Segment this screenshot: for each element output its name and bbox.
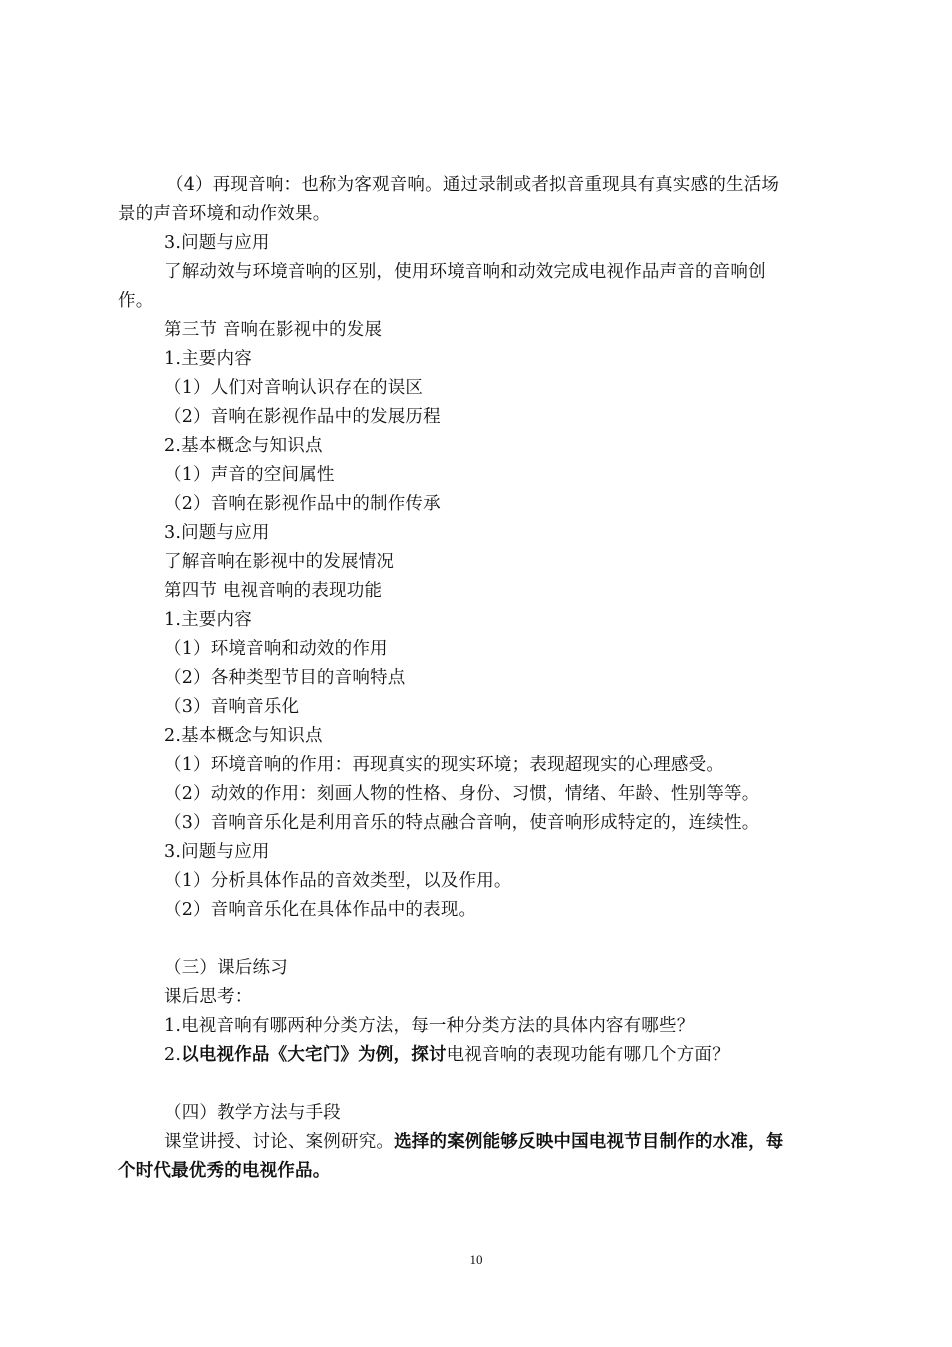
list-item: （3）音响音乐化: [164, 697, 300, 717]
list-item: （1）环境音响和动效的作用: [164, 639, 388, 659]
list-item: （1）分析具体作品的音效类型，以及作用。: [164, 871, 512, 891]
subheading-line: 3.问题与应用: [164, 523, 270, 543]
subheading-line: 2.基本概念与知识点: [164, 436, 323, 456]
paragraph-line: 景的声音环境和动作效果。: [118, 204, 331, 224]
paragraph-line: [118, 1128, 840, 1157]
paragraph-line: 了解动效与环境音响的区别，使用环境音响和动效完成电视作品声音的音响创: [164, 262, 766, 282]
subheading-line: 1.主要内容: [164, 610, 252, 630]
page-body: [118, 171, 840, 1186]
section-heading: 第四节 电视音响的表现功能: [164, 581, 383, 601]
subheading-line: 3.问题与应用: [164, 842, 270, 862]
section-heading: 第三节 音响在影视中的发展: [164, 320, 383, 340]
subheading-line: 3.问题与应用: [164, 233, 270, 253]
question-item: 1.电视音响有哪两种分类方法，每一种分类方法的具体内容有哪些？: [164, 1016, 695, 1036]
paragraph-line: 个时代最优秀的电视作品。: [118, 1161, 331, 1181]
subheading-line: 1.主要内容: [164, 349, 252, 369]
bold-emphasis: 选择的案例能够反映中国电视节目制作的水准，每: [394, 1132, 784, 1152]
section-heading: （三）课后练习: [164, 958, 288, 978]
methods-text: 课堂讲授、讨论、案例研究。: [164, 1132, 395, 1152]
list-item: （1）人们对音响认识存在的误区: [164, 378, 424, 398]
question-item: [118, 1041, 840, 1070]
section-heading: （四）教学方法与手段: [164, 1103, 341, 1123]
bold-emphasis: 以电视作品《大宅门》为例，探讨: [181, 1045, 447, 1065]
question-text: 电视音响的表现功能有哪几个方面？: [446, 1045, 730, 1065]
list-item: （1）声音的空间属性: [164, 465, 335, 485]
list-item: （3）音响音乐化是利用音乐的特点融合音响，使音响形成特定的，连续性。: [164, 813, 760, 833]
list-item: （2）动效的作用：刻画人物的性格、身份、习惯，情绪、年龄、性别等等。: [164, 784, 760, 804]
question-number: 2.: [164, 1045, 182, 1065]
list-item: （2）音响在影视作品中的制作传承: [164, 494, 441, 514]
list-item: （2）音响在影视作品中的发展历程: [164, 407, 441, 427]
list-item: （2）各种类型节目的音响特点: [164, 668, 406, 688]
blank-line: [118, 1070, 840, 1099]
list-item: （1）环境音响的作用：再现真实的现实环境；表现超现实的心理感受。: [164, 755, 725, 775]
paragraph-line: 作。: [118, 291, 154, 311]
subheading-line: 2.基本概念与知识点: [164, 726, 323, 746]
blank-line: [118, 925, 840, 954]
list-item: （2）音响音乐化在具体作品中的表现。: [164, 900, 477, 920]
paragraph-line: （4）再现音响：也称为客观音响。通过录制或者拟音重现具有真实感的生活场: [166, 175, 780, 195]
paragraph-line: 课后思考：: [164, 987, 253, 1007]
page-number: 10: [469, 1252, 483, 1267]
paragraph-line: 了解音响在影视中的发展情况: [164, 552, 395, 572]
